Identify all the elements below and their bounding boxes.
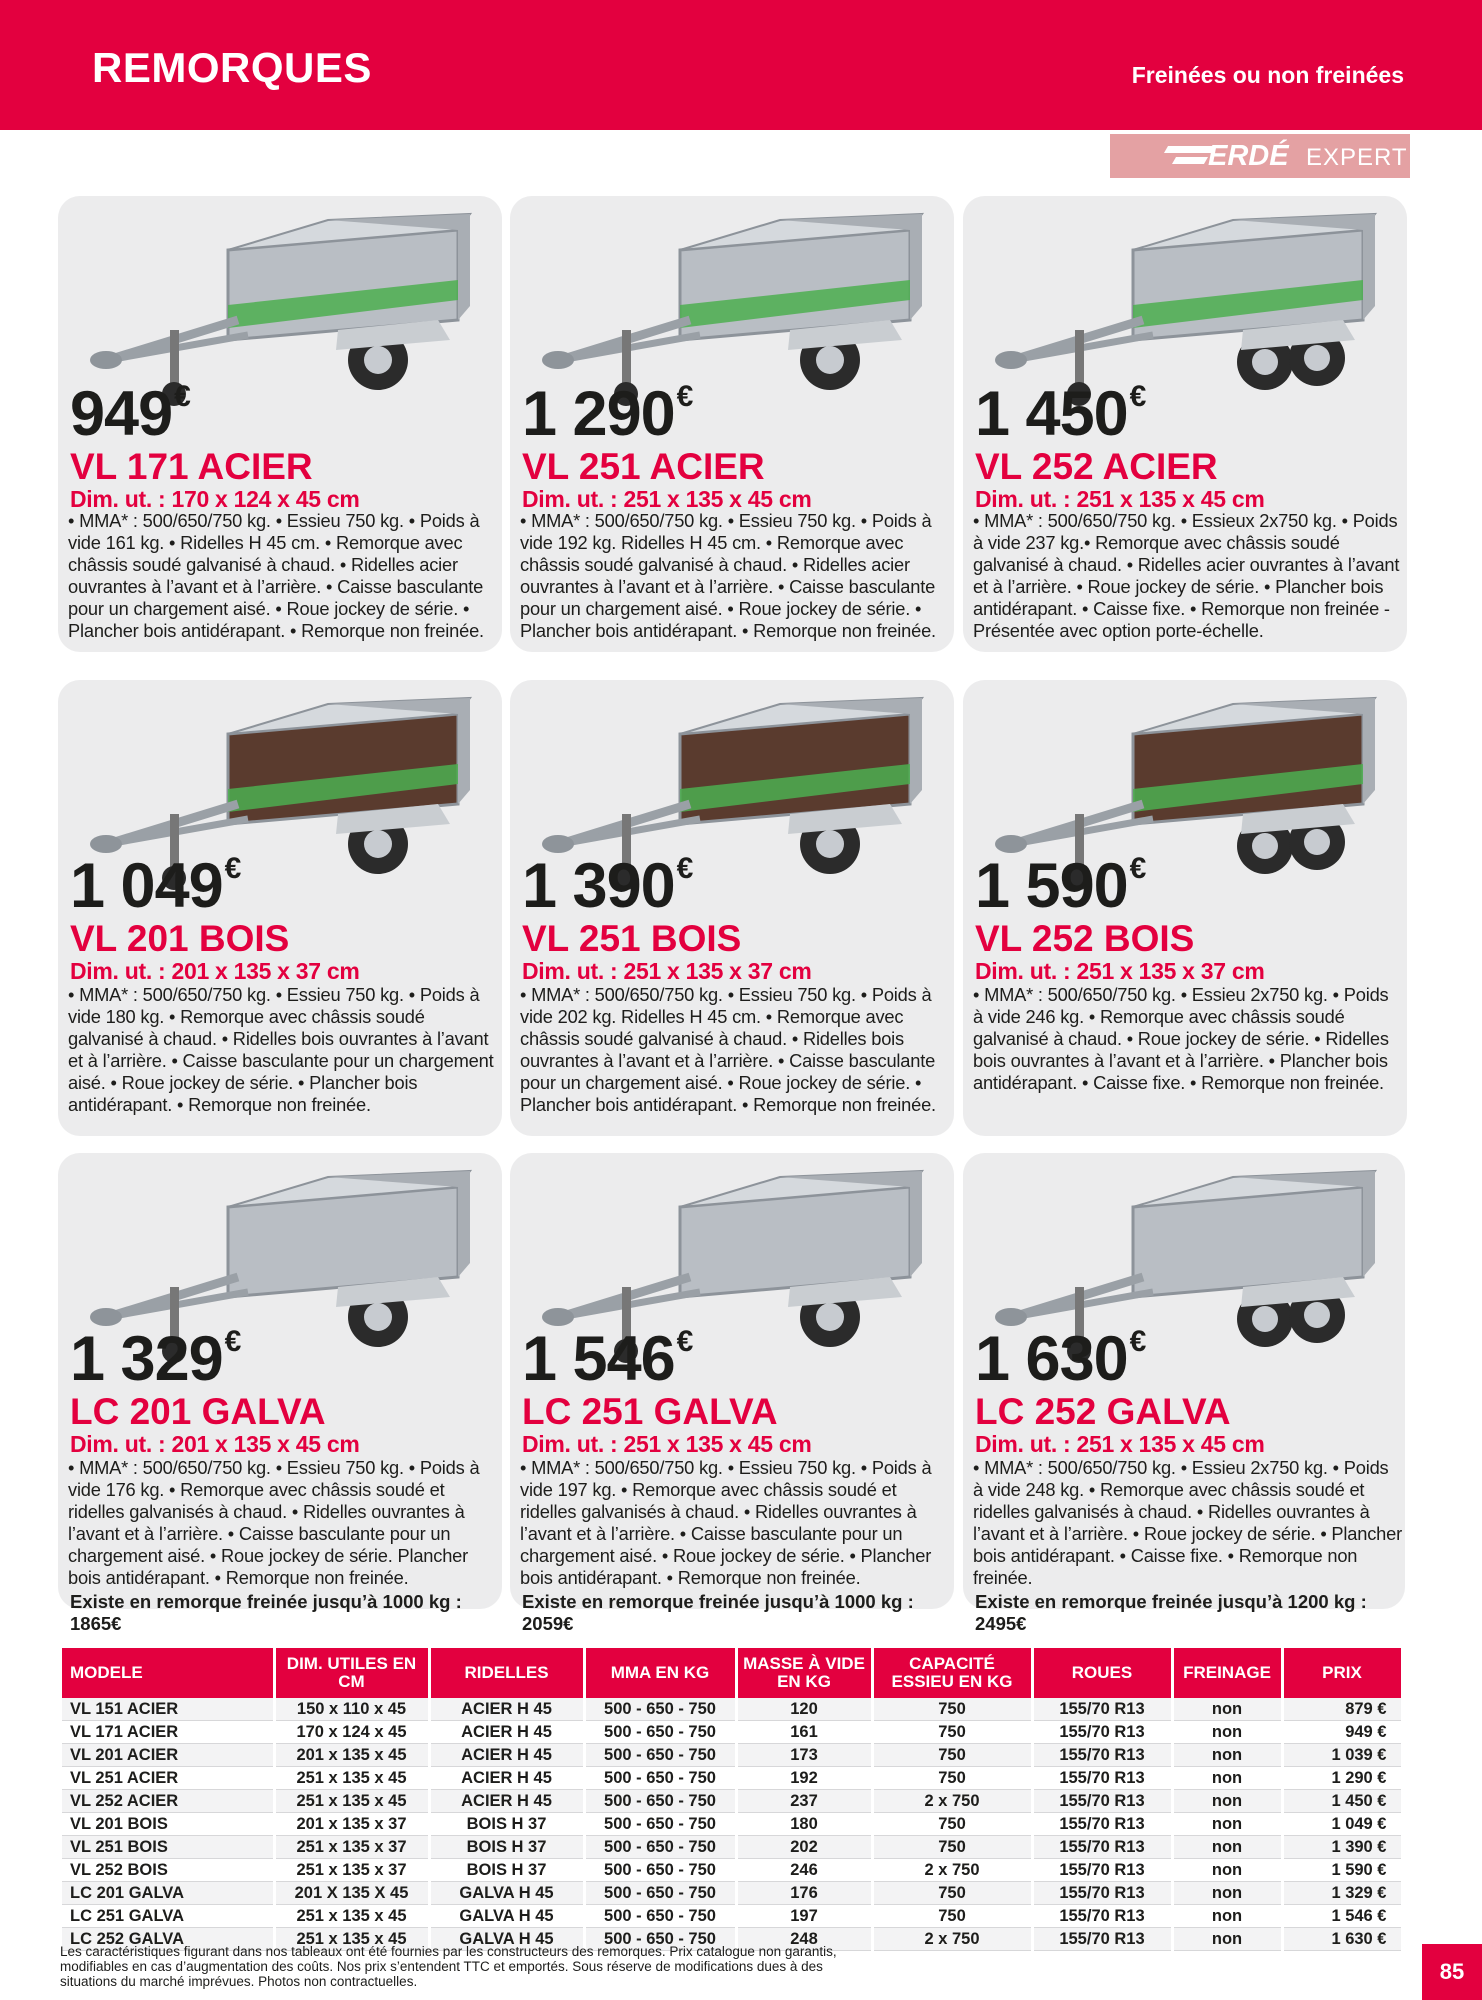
table-cell: VL 252 BOIS	[62, 1859, 274, 1882]
table-cell: 2 x 750	[872, 1859, 1032, 1882]
table-header-cell: MMA EN KG	[584, 1648, 736, 1698]
table-cell: 246	[736, 1859, 872, 1882]
table-row	[62, 1767, 1402, 1790]
table-cell: 251 x 135 x 45	[274, 1905, 429, 1928]
table-cell: 1 329 €	[1282, 1882, 1402, 1905]
specs-table-wrapper	[62, 1648, 1402, 1951]
table-cell: non	[1172, 1859, 1282, 1882]
price-value: 1 546	[522, 1324, 675, 1394]
product-dimensions: Dim. ut. : 201 x 135 x 37 cm	[70, 958, 360, 984]
table-cell: 500 - 650 - 750	[584, 1790, 736, 1813]
table-cell: non	[1172, 1882, 1282, 1905]
product-card	[963, 196, 1407, 652]
product-card	[963, 680, 1407, 1136]
product-model: VL 171 ACIER	[70, 446, 313, 487]
table-cell: 202	[736, 1836, 872, 1859]
table-cell: BOIS H 37	[429, 1859, 584, 1882]
product-model: VL 201 BOIS	[70, 918, 290, 959]
table-header-cell: FREINAGE	[1172, 1648, 1282, 1698]
table-cell: 1 450 €	[1282, 1790, 1402, 1813]
price-currency: €	[1129, 852, 1146, 885]
product-dimensions: Dim. ut. : 251 x 135 x 45 cm	[522, 1431, 812, 1457]
page-header	[0, 0, 1482, 130]
table-cell: 201 x 135 x 45	[274, 1744, 429, 1767]
product-card	[510, 1153, 954, 1634]
table-cell: 180	[736, 1813, 872, 1836]
product-description: • MMA* : 500/650/750 kg. • Essieu 750 kg. • Poids à vide 197 kg. • Remorque avec châssis soudé et ridelles galvanisés à chaud. • Ridelles ouvrantes à l’avant et à l’arrière. • Caisse basculante pour un chargement aisé. • Roue jockey de série. • Plancher bois antidérapant. • Remorque non freinée.	[520, 1457, 932, 1588]
table-cell: 155/70 R13	[1032, 1859, 1172, 1882]
table-cell: 201 X 135 X 45	[274, 1882, 429, 1905]
product-price	[975, 378, 1145, 450]
table-cell: VL 151 ACIER	[62, 1698, 274, 1721]
page-subtitle: Freinées ou non freinées	[1131, 62, 1404, 88]
product-braked-option: Existe en remorque freinée jusqu’à 1000 kg : 2059€	[522, 1591, 914, 1634]
table-cell: 500 - 650 - 750	[584, 1813, 736, 1836]
table-cell: non	[1172, 1928, 1282, 1951]
product-price	[70, 378, 190, 450]
table-cell: 879 €	[1282, 1698, 1402, 1721]
table-cell: 173	[736, 1744, 872, 1767]
table-cell: 155/70 R13	[1032, 1836, 1172, 1859]
table-cell: ACIER H 45	[429, 1721, 584, 1744]
table-cell: ACIER H 45	[429, 1698, 584, 1721]
table-cell: 750	[872, 1744, 1032, 1767]
price-value: 1 450	[975, 379, 1128, 449]
product-model: VL 252 BOIS	[975, 918, 1195, 959]
table-cell: BOIS H 37	[429, 1813, 584, 1836]
product-description: • MMA* : 500/650/750 kg. • Essieu 2x750 kg. • Poids à vide 246 kg. • Remorque avec châssis soudé galvanisé à chaud. • Roue jockey de série. • Ridelles bois ouvrantes à l’avant et à l’arrière. • Plancher bois antidérapant. • Caisse fixe. • Remorque non freinée.	[973, 984, 1389, 1093]
product-description: • MMA* : 500/650/750 kg. • Essieu 750 kg. • Poids à vide 176 kg. • Remorque avec châssis soudé et ridelles galvanisés à chaud. • Ridelles ouvrantes à l’avant et à l’arrière. • Caisse basculante pour un chargement aisé. • Roue jockey de série. Plancher bois antidérapant. • Remorque non freinée.	[68, 1457, 480, 1588]
brand-tagline: EXPERT	[1306, 144, 1408, 171]
page-number: 85	[1422, 1944, 1482, 2000]
product-description: • MMA* : 500/650/750 kg. • Essieu 750 kg. • Poids à vide 202 kg. Ridelles H 45 cm. • Remorque avec châssis soudé galvanisé à chaud. • Ridelles bois ouvrantes à l’avant et à l’arrière. • Caisse basculante pour un chargement aisé. • Roue jockey de série. • Plancher bois antidérapant. • Remorque non freinée.	[520, 984, 936, 1115]
table-cell: 251 x 135 x 37	[274, 1836, 429, 1859]
table-row	[62, 1813, 1402, 1836]
table-header-cell: MASSE À VIDE EN KG	[736, 1648, 872, 1698]
table-row	[62, 1744, 1402, 1767]
product-price	[522, 850, 692, 922]
table-cell: non	[1172, 1721, 1282, 1744]
table-cell: 150 x 110 x 45	[274, 1698, 429, 1721]
table-cell: non	[1172, 1767, 1282, 1790]
table-cell: 170 x 124 x 45	[274, 1721, 429, 1744]
table-cell: 750	[872, 1905, 1032, 1928]
product-dimensions: Dim. ut. : 201 x 135 x 45 cm	[70, 1431, 360, 1457]
table-cell: 750	[872, 1836, 1032, 1859]
price-currency: €	[1129, 1325, 1146, 1358]
table-cell: 248	[736, 1928, 872, 1951]
table-cell: 1 390 €	[1282, 1836, 1402, 1859]
table-cell: 1 546 €	[1282, 1905, 1402, 1928]
footer-note: Les caractéristiques figurant dans nos tableaux ont été fournies par les constructeurs des remorques. Prix catalogue non garantis, modifiables en cas d’augmentation des coûts. Nos prix s’entendent TTC et emportés. Sous réserve de modifications dues à des situations du marché imprévues. Photos non contractuelles.	[60, 1944, 837, 1989]
table-cell: 1 590 €	[1282, 1859, 1402, 1882]
table-header-cell: DIM. UTILES EN CM	[274, 1648, 429, 1698]
table-cell: LC 252 GALVA	[62, 1928, 274, 1951]
table-cell: 161	[736, 1721, 872, 1744]
price-currency: €	[224, 1325, 241, 1358]
product-description: • MMA* : 500/650/750 kg. • Essieux 2x750 kg. • Poids à vide 237 kg.• Remorque avec châssis soudé galvanisé à chaud. • Ridelles acier ouvrantes à l’avant et à l’arrière. • Roue jockey de série. • Plancher bois antidérapant. • Caisse fixe. • Remorque non freinée - Présentée avec option porte-échelle.	[973, 510, 1400, 641]
table-cell: 155/70 R13	[1032, 1928, 1172, 1951]
product-card	[963, 1153, 1405, 1634]
table-cell: 2 x 750	[872, 1928, 1032, 1951]
table-cell: 120	[736, 1698, 872, 1721]
product-price	[522, 1323, 692, 1395]
table-cell: 2 x 750	[872, 1790, 1032, 1813]
table-cell: 197	[736, 1905, 872, 1928]
table-cell: 251 x 135 x 45	[274, 1767, 429, 1790]
table-cell: 750	[872, 1698, 1032, 1721]
product-model: LC 252 GALVA	[975, 1391, 1231, 1432]
product-card	[58, 1153, 502, 1634]
table-cell: VL 171 ACIER	[62, 1721, 274, 1744]
product-dimensions: Dim. ut. : 251 x 135 x 37 cm	[975, 958, 1265, 984]
table-cell: 1 630 €	[1282, 1928, 1402, 1951]
table-cell: ACIER H 45	[429, 1790, 584, 1813]
table-cell: 1 049 €	[1282, 1813, 1402, 1836]
table-cell: VL 201 ACIER	[62, 1744, 274, 1767]
product-model: LC 201 GALVA	[70, 1391, 326, 1432]
table-cell: GALVA H 45	[429, 1928, 584, 1951]
table-row	[62, 1859, 1402, 1882]
table-cell: 155/70 R13	[1032, 1905, 1172, 1928]
table-cell: 251 x 135 x 45	[274, 1928, 429, 1951]
price-value: 1 329	[70, 1324, 223, 1394]
brand-logo	[1110, 134, 1410, 178]
table-header-cell: PRIX	[1282, 1648, 1402, 1698]
table-cell: 750	[872, 1721, 1032, 1744]
brand-swoosh-icon	[1172, 157, 1208, 164]
table-header-row	[62, 1648, 1402, 1698]
table-cell: 949 €	[1282, 1721, 1402, 1744]
table-cell: 500 - 650 - 750	[584, 1698, 736, 1721]
table-cell: GALVA H 45	[429, 1905, 584, 1928]
price-currency: €	[676, 1325, 693, 1358]
table-cell: 500 - 650 - 750	[584, 1836, 736, 1859]
table-cell: 500 - 650 - 750	[584, 1928, 736, 1951]
product-price	[975, 850, 1145, 922]
table-cell: 155/70 R13	[1032, 1744, 1172, 1767]
table-row	[62, 1698, 1402, 1721]
table-cell: VL 201 BOIS	[62, 1813, 274, 1836]
table-row	[62, 1790, 1402, 1813]
brand-name: ERDÉ	[1208, 140, 1289, 172]
table-cell: 500 - 650 - 750	[584, 1859, 736, 1882]
product-description: • MMA* : 500/650/750 kg. • Essieu 2x750 kg. • Poids à vide 248 kg. • Remorque avec châssis soudé et ridelles galvanisés à chaud. • Ridelles ouvrantes à l’avant et à l’arrière. • Roue jockey de série. • Plancher bois antidérapant. • Caisse fixe. • Remorque non freinée.	[973, 1457, 1402, 1588]
product-price	[70, 1323, 240, 1395]
table-cell: 192	[736, 1767, 872, 1790]
product-description: • MMA* : 500/650/750 kg. • Essieu 750 kg. • Poids à vide 192 kg. Ridelles H 45 cm. • Remorque avec châssis soudé galvanisé à chaud. • Ridelles acier ouvrantes à l’avant et à l’arrière. • Caisse basculante pour un chargement aisé. • Roue jockey de série. • Plancher bois antidérapant. • Remorque non freinée.	[520, 510, 936, 641]
product-price	[975, 1323, 1145, 1395]
table-cell: 237	[736, 1790, 872, 1813]
table-cell: 155/70 R13	[1032, 1698, 1172, 1721]
price-value: 1 630	[975, 1324, 1128, 1394]
product-card	[58, 680, 502, 1136]
price-value: 1 590	[975, 851, 1128, 921]
product-dimensions: Dim. ut. : 251 x 135 x 37 cm	[522, 958, 812, 984]
table-cell: 1 039 €	[1282, 1744, 1402, 1767]
price-value: 1 049	[70, 851, 223, 921]
table-cell: 155/70 R13	[1032, 1767, 1172, 1790]
table-cell: GALVA H 45	[429, 1882, 584, 1905]
product-braked-option: Existe en remorque freinée jusqu’à 1200 kg : 2495€	[975, 1591, 1367, 1634]
table-row	[62, 1882, 1402, 1905]
table-body	[62, 1698, 1402, 1951]
table-header-cell: RIDELLES	[429, 1648, 584, 1698]
price-currency: €	[1129, 380, 1146, 413]
table-cell: VL 252 ACIER	[62, 1790, 274, 1813]
table-cell: VL 251 BOIS	[62, 1836, 274, 1859]
table-cell: non	[1172, 1813, 1282, 1836]
table-row	[62, 1836, 1402, 1859]
product-braked-option: Existe en remorque freinée jusqu’à 1000 kg : 1865€	[70, 1591, 462, 1634]
table-cell: 1 290 €	[1282, 1767, 1402, 1790]
table-cell: 750	[872, 1882, 1032, 1905]
price-value: 1 290	[522, 379, 675, 449]
product-model: LC 251 GALVA	[522, 1391, 778, 1432]
product-card	[58, 196, 502, 652]
table-cell: VL 251 ACIER	[62, 1767, 274, 1790]
table-cell: 251 x 135 x 37	[274, 1859, 429, 1882]
table-cell: 500 - 650 - 750	[584, 1744, 736, 1767]
page-title: REMORQUES	[92, 44, 372, 91]
product-price	[70, 850, 240, 922]
table-row	[62, 1905, 1402, 1928]
table-cell: 750	[872, 1813, 1032, 1836]
table-cell: 201 x 135 x 37	[274, 1813, 429, 1836]
table-cell: BOIS H 37	[429, 1836, 584, 1859]
table-row	[62, 1721, 1402, 1744]
table-cell: non	[1172, 1790, 1282, 1813]
table-cell: non	[1172, 1905, 1282, 1928]
product-description: • MMA* : 500/650/750 kg. • Essieu 750 kg. • Poids à vide 180 kg. • Remorque avec châssis soudé galvanisé à chaud. • Ridelles bois ouvrantes à l’avant et à l’arrière. • Caisse basculante pour un chargement aisé. • Roue jockey de série. • Plancher bois antidérapant. • Remorque non freinée.	[68, 984, 494, 1115]
table-cell: 155/70 R13	[1032, 1790, 1172, 1813]
table-cell: 251 x 135 x 45	[274, 1790, 429, 1813]
price-currency: €	[676, 380, 693, 413]
table-cell: 500 - 650 - 750	[584, 1882, 736, 1905]
price-value: 1 390	[522, 851, 675, 921]
table-cell: 176	[736, 1882, 872, 1905]
table-header-cell: MODELE	[62, 1648, 274, 1698]
table-cell: 500 - 650 - 750	[584, 1721, 736, 1744]
product-dimensions: Dim. ut. : 170 x 124 x 45 cm	[70, 486, 360, 512]
table-cell: 750	[872, 1767, 1032, 1790]
product-model: VL 252 ACIER	[975, 446, 1218, 487]
price-currency: €	[174, 380, 190, 413]
table-cell: non	[1172, 1698, 1282, 1721]
product-dimensions: Dim. ut. : 251 x 135 x 45 cm	[975, 486, 1265, 512]
table-cell: 155/70 R13	[1032, 1882, 1172, 1905]
table-cell: 500 - 650 - 750	[584, 1905, 736, 1928]
table-cell: LC 251 GALVA	[62, 1905, 274, 1928]
product-card	[510, 196, 954, 652]
product-description: • MMA* : 500/650/750 kg. • Essieu 750 kg. • Poids à vide 161 kg. • Ridelles H 45 cm. • Remorque avec châssis soudé galvanisé à chaud. • Ridelles acier ouvrantes à l’avant et à l’arrière. • Caisse basculante pour un chargement aisé. • Roue jockey de série. • Plancher bois antidérapant. • Remorque non freinée.	[68, 510, 484, 641]
specs-table	[62, 1648, 1404, 1951]
table-cell: 155/70 R13	[1032, 1721, 1172, 1744]
price-currency: €	[224, 852, 241, 885]
table-cell: 155/70 R13	[1032, 1813, 1172, 1836]
table-cell: ACIER H 45	[429, 1767, 584, 1790]
table-header-cell: ROUES	[1032, 1648, 1172, 1698]
table-header-cell: CAPACITÉ ESSIEU EN KG	[872, 1648, 1032, 1698]
product-dimensions: Dim. ut. : 251 x 135 x 45 cm	[975, 1431, 1265, 1457]
product-card	[510, 680, 954, 1136]
table-cell: LC 201 GALVA	[62, 1882, 274, 1905]
table-cell: ACIER H 45	[429, 1744, 584, 1767]
product-price	[522, 378, 692, 450]
table-cell: non	[1172, 1836, 1282, 1859]
table-cell: non	[1172, 1744, 1282, 1767]
product-dimensions: Dim. ut. : 251 x 135 x 45 cm	[522, 486, 812, 512]
product-model: VL 251 ACIER	[522, 446, 765, 487]
product-model: VL 251 BOIS	[522, 918, 742, 959]
price-value: 949	[70, 379, 173, 449]
price-currency: €	[676, 852, 693, 885]
table-cell: 500 - 650 - 750	[584, 1767, 736, 1790]
